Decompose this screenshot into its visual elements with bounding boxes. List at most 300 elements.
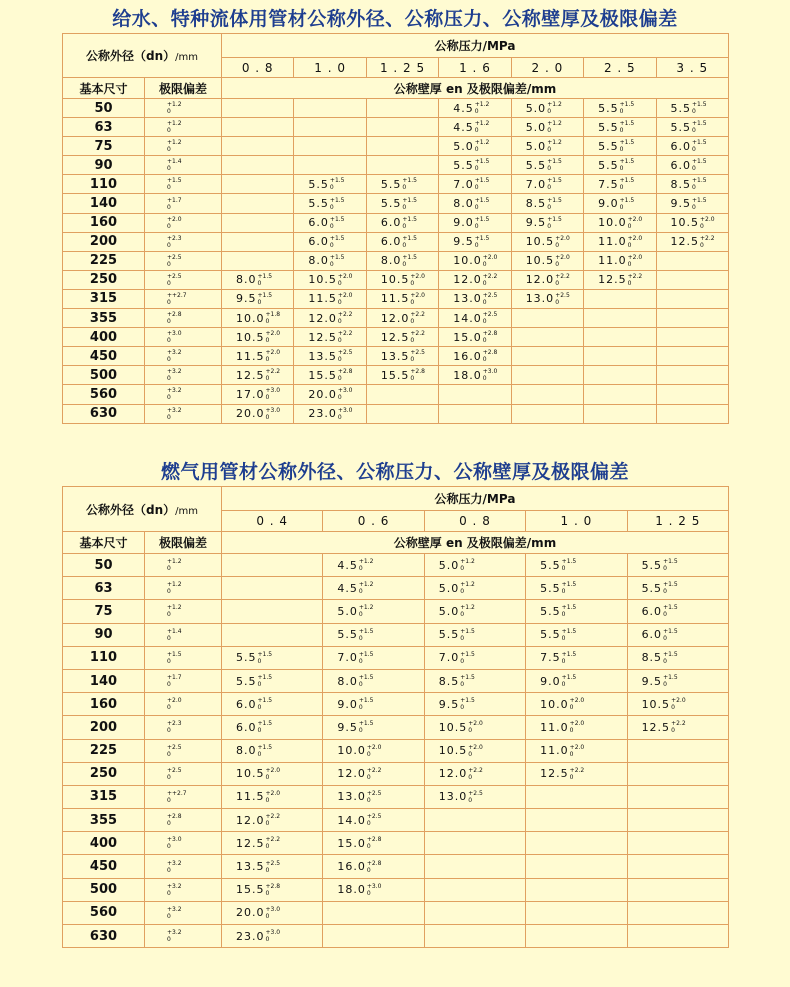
wall-thickness-deviation — [359, 628, 374, 642]
tolerance-upper: +1.2 — [167, 581, 182, 589]
wall-thickness-value: 5.5 — [540, 581, 561, 595]
wall-thickness-cell — [424, 739, 525, 762]
wall-thickness-cell — [366, 175, 438, 194]
wall-thickness-cell — [294, 232, 366, 251]
deviation-lower: 0 — [358, 727, 363, 735]
wall-thickness-cell — [222, 194, 294, 213]
wall-thickness-value: 8.5 — [641, 651, 663, 665]
deviation-lower: 0 — [561, 611, 566, 619]
deviation-upper: +2.0 — [482, 253, 498, 261]
wall-thickness-value: 15.5 — [236, 883, 265, 897]
wall-thickness-value: 8.5 — [670, 177, 692, 191]
wall-thickness-deviation — [547, 158, 562, 172]
wall-thickness-cell — [222, 577, 323, 600]
tolerance-upper: +2.3 — [167, 720, 182, 728]
deviation-upper: +1.5 — [474, 234, 490, 242]
wall-thickness-deviation — [410, 311, 425, 325]
wall-thickness-cell — [366, 213, 438, 232]
wall-thickness-cell — [323, 646, 424, 669]
table-row — [63, 925, 729, 948]
wall-thickness-cell — [526, 855, 627, 878]
deviation-lower: 0 — [257, 298, 262, 306]
deviation-upper: +1.5 — [474, 158, 490, 166]
wall-thickness-cell — [294, 99, 366, 118]
wall-thickness-cell — [511, 175, 583, 194]
deviation-lower: 0 — [265, 889, 270, 897]
deviation-lower: 0 — [619, 127, 624, 135]
deviation-lower: 0 — [671, 727, 675, 735]
deviation-upper: +2.0 — [569, 697, 585, 705]
pressure-value: 1 . 0 — [526, 511, 627, 532]
tolerance-header: 极限偏差 — [145, 78, 222, 99]
table2-title: 燃气用管材公称外径、公称压力、公称壁厚及极限偏差 — [160, 461, 629, 483]
deviation-lower: 0 — [402, 222, 407, 230]
wall-thickness-value: 5.5 — [641, 558, 663, 572]
wall-thickness-deviation — [570, 767, 585, 781]
basic-size: 75 — [63, 137, 145, 156]
tolerance-upper: +1.4 — [167, 627, 182, 635]
wall-thickness-deviation — [692, 139, 707, 153]
deviation-upper: +1.5 — [663, 674, 678, 682]
tolerance-upper: +2.5 — [167, 766, 182, 774]
basic-size: 110 — [63, 646, 145, 669]
wall-thickness-deviation — [628, 254, 643, 268]
deviation-lower: 0 — [366, 843, 371, 851]
wall-thickness-value: 18.0 — [337, 883, 366, 897]
wall-thickness-cell — [439, 366, 511, 385]
basic-size: 225 — [63, 251, 145, 270]
wall-thickness-cell — [424, 577, 525, 600]
wall-thickness-value: 12.0 — [453, 273, 482, 287]
wall-thickness-deviation — [338, 273, 353, 287]
deviation-lower: 0 — [700, 222, 704, 230]
wall-thickness-cell — [584, 118, 656, 137]
wall-thickness-value: 10.0 — [453, 254, 482, 268]
deviation-upper: +1.5 — [663, 650, 678, 658]
table-row — [63, 901, 729, 924]
wall-thickness-deviation — [663, 674, 678, 688]
wall-thickness-deviation — [475, 120, 490, 134]
tolerance-lower: 0 — [167, 727, 171, 735]
basic-size: 315 — [63, 289, 145, 308]
wall-thickness-value: 5.5 — [525, 158, 547, 172]
wall-thickness-value: 5.0 — [525, 120, 547, 134]
deviation-lower: 0 — [410, 375, 415, 383]
deviation-lower: 0 — [555, 298, 560, 306]
wall-thickness-cell — [222, 600, 323, 623]
wall-thickness-deviation — [671, 697, 686, 711]
wall-thickness-cell — [656, 232, 729, 251]
wall-thickness-value: 6.0 — [308, 235, 329, 249]
wall-thickness-value: 12.0 — [308, 311, 337, 325]
deviation-upper: +2.8 — [337, 368, 353, 376]
deviation-upper: +3.0 — [265, 406, 281, 414]
wall-thickness-value: 5.5 — [337, 628, 358, 642]
wall-thickness-cell — [511, 385, 583, 404]
wall-thickness-deviation — [671, 720, 686, 734]
table-row — [63, 669, 729, 692]
wall-thickness-cell — [526, 901, 627, 924]
basic-size: 355 — [63, 309, 145, 328]
basic-size: 250 — [63, 762, 145, 785]
tolerance-upper: +3.2 — [167, 368, 182, 376]
wall-thickness-deviation — [367, 767, 382, 781]
wall-thickness-deviation — [410, 368, 425, 382]
wall-thickness-cell — [222, 646, 323, 669]
deviation-lower: 0 — [460, 657, 465, 665]
wall-thickness-cell — [424, 693, 525, 716]
size-tolerance — [145, 270, 222, 289]
wall-thickness-deviation — [266, 860, 281, 874]
tolerance-upper: +3.2 — [167, 406, 182, 414]
wall-thickness-deviation — [402, 254, 417, 268]
deviation-upper: +1.5 — [561, 650, 577, 658]
deviation-upper: +1.5 — [692, 120, 707, 128]
deviation-lower: 0 — [474, 146, 479, 154]
wall-thickness-value: 9.0 — [540, 674, 561, 688]
wall-thickness-cell — [656, 156, 729, 175]
wall-thickness-deviation — [460, 558, 475, 572]
wall-thickness-cell — [424, 762, 525, 785]
deviation-upper: +2.8 — [366, 836, 382, 844]
deviation-upper: +2.0 — [265, 349, 281, 357]
deviation-upper: +3.0 — [337, 387, 353, 395]
wall-thickness-cell — [424, 809, 525, 832]
wall-thickness-cell — [366, 347, 438, 366]
wall-thickness-cell — [222, 623, 323, 646]
tolerance-upper: +2.0 — [167, 215, 182, 223]
deviation-upper: +1.8 — [265, 311, 281, 319]
deviation-lower: 0 — [257, 657, 262, 665]
tolerance-upper: +2.5 — [167, 743, 182, 751]
wall-thickness-deviation — [460, 604, 475, 618]
deviation-lower: 0 — [410, 356, 415, 364]
wall-thickness-value: 9.5 — [337, 720, 358, 734]
size-tolerance — [145, 785, 222, 808]
wall-thickness-deviation — [330, 254, 345, 268]
wall-thickness-deviation — [258, 651, 273, 665]
wall-thickness-deviation — [266, 387, 281, 401]
deviation-lower: 0 — [555, 260, 560, 268]
tolerance-lower: 0 — [167, 260, 171, 268]
wall-thickness-cell — [323, 809, 424, 832]
tolerance-upper: +2.5 — [167, 272, 182, 280]
tolerance-lower: 0 — [167, 681, 171, 689]
deviation-lower: 0 — [561, 681, 566, 689]
wall-thickness-value: 6.0 — [236, 720, 257, 734]
wall-thickness-value: 5.5 — [540, 604, 561, 618]
wall-thickness-deviation — [700, 216, 715, 230]
size-tolerance — [145, 600, 222, 623]
wall-thickness-deviation — [258, 744, 273, 758]
deviation-lower: 0 — [337, 337, 342, 345]
wall-thickness-deviation — [555, 273, 570, 287]
wall-thickness-cell — [511, 328, 583, 347]
deviation-upper: +1.5 — [692, 158, 707, 166]
deviation-upper: +2.0 — [265, 766, 281, 774]
deviation-upper: +1.5 — [329, 196, 345, 204]
tolerance-upper: +2.5 — [167, 253, 182, 261]
wall-thickness-deviation — [402, 235, 417, 249]
wall-thickness-cell — [627, 785, 728, 808]
table-row — [63, 600, 729, 623]
wall-thickness-cell — [627, 716, 728, 739]
table-row — [63, 347, 729, 366]
wall-thickness-deviation — [460, 581, 475, 595]
tolerance-upper: +1.5 — [167, 177, 182, 185]
wall-thickness-deviation — [330, 235, 345, 249]
wall-thickness-cell — [511, 309, 583, 328]
table-row — [63, 289, 729, 308]
wall-thickness-value: 6.0 — [670, 158, 692, 172]
deviation-upper: +1.5 — [358, 697, 374, 705]
wall-thickness-cell — [584, 404, 656, 423]
deviation-lower: 0 — [692, 127, 696, 135]
tolerance-lower: 0 — [167, 356, 171, 364]
deviation-lower: 0 — [671, 704, 675, 712]
wall-thickness-value: 7.0 — [438, 651, 460, 665]
wall-thickness-cell — [366, 309, 438, 328]
tolerance-lower: 0 — [167, 820, 171, 828]
wall-thickness-deviation — [266, 906, 281, 920]
deviation-upper: +1.2 — [547, 120, 562, 128]
deviation-lower: 0 — [257, 727, 262, 735]
wall-thickness-cell — [439, 232, 511, 251]
deviation-lower: 0 — [468, 727, 473, 735]
wall-thickness-cell — [294, 270, 366, 289]
wall-thickness-cell — [584, 175, 656, 194]
water-pipe-table — [62, 33, 729, 424]
wall-thickness-value: 10.5 — [308, 273, 337, 287]
table-row — [63, 385, 729, 404]
wall-thickness-cell — [294, 156, 366, 175]
wall-thickness-value: 5.5 — [308, 197, 329, 211]
tolerance-upper: +1.4 — [167, 158, 182, 166]
wall-thickness-cell — [222, 156, 294, 175]
wall-thickness-cell — [439, 270, 511, 289]
deviation-upper: +1.5 — [329, 234, 345, 242]
size-tolerance — [145, 99, 222, 118]
wall-thickness-deviation — [483, 368, 498, 382]
deviation-lower: 0 — [337, 413, 342, 421]
wall-thickness-cell — [222, 785, 323, 808]
wall-thickness-cell — [511, 270, 583, 289]
wall-thickness-cell — [439, 175, 511, 194]
wall-thickness-value: 5.5 — [380, 177, 402, 191]
wall-thickness-value: 5.0 — [438, 604, 460, 618]
tolerance-upper: +2.3 — [167, 234, 182, 242]
deviation-upper: +2.2 — [627, 272, 643, 280]
tolerance-upper: +2.8 — [167, 311, 182, 319]
wall-thickness-cell — [323, 925, 424, 948]
wall-thickness-value: 5.5 — [598, 120, 619, 134]
deviation-lower: 0 — [402, 260, 407, 268]
deviation-lower: 0 — [619, 146, 624, 154]
size-tolerance — [145, 366, 222, 385]
wall-thickness-deviation — [692, 101, 707, 115]
wall-thickness-deviation — [562, 581, 577, 595]
deviation-upper: +1.5 — [402, 215, 417, 223]
deviation-upper: +2.2 — [410, 311, 425, 319]
deviation-upper: +2.2 — [265, 836, 281, 844]
wall-thickness-cell — [656, 385, 729, 404]
wall-thickness-cell — [424, 716, 525, 739]
wall-thickness-value: 5.5 — [598, 139, 619, 153]
deviation-upper: +2.2 — [410, 330, 425, 338]
size-tolerance — [145, 855, 222, 878]
wall-thickness-value: 23.0 — [308, 407, 337, 421]
wall-thickness-cell — [526, 832, 627, 855]
wall-thickness-value: 15.0 — [337, 836, 366, 850]
basic-size: 160 — [63, 213, 145, 232]
table-row — [63, 156, 729, 175]
tolerance-upper: +1.2 — [167, 120, 182, 128]
deviation-upper: +2.5 — [410, 349, 425, 357]
wall-thickness-cell — [627, 855, 728, 878]
tolerance-upper: +1.2 — [167, 604, 182, 612]
deviation-upper: +2.0 — [265, 789, 281, 797]
basic-size: 630 — [63, 925, 145, 948]
wall-thickness-value: 9.0 — [453, 216, 474, 230]
tolerance-upper: ++2.7 — [167, 291, 187, 299]
deviation-upper: +1.2 — [474, 101, 490, 109]
size-tolerance — [145, 175, 222, 194]
deviation-upper: +1.5 — [358, 674, 374, 682]
table-row — [63, 137, 729, 156]
table-row — [63, 118, 729, 137]
wall-thickness-value: 10.5 — [670, 216, 700, 230]
deviation-lower: 0 — [561, 588, 566, 596]
deviation-upper: +2.0 — [569, 743, 585, 751]
wall-thickness-value: 13.0 — [438, 790, 468, 804]
wall-thickness-cell — [584, 232, 656, 251]
table-row — [63, 623, 729, 646]
wall-thickness-cell — [222, 716, 323, 739]
deviation-lower: 0 — [329, 184, 334, 192]
wall-thickness-deviation — [258, 292, 273, 306]
wall-thickness-deviation — [460, 674, 475, 688]
deviation-lower: 0 — [337, 279, 342, 287]
wall-thickness-cell — [439, 213, 511, 232]
wall-thickness-cell — [627, 600, 728, 623]
deviation-upper: +1.2 — [474, 120, 490, 128]
wall-thickness-value: 13.5 — [308, 349, 337, 363]
deviation-lower: 0 — [474, 241, 479, 249]
deviation-upper: +1.5 — [692, 177, 707, 185]
wall-thickness-cell — [511, 404, 583, 423]
basic-size: 140 — [63, 194, 145, 213]
wall-thickness-deviation — [468, 744, 483, 758]
deviation-lower: 0 — [265, 337, 270, 345]
deviation-lower: 0 — [265, 413, 270, 421]
wall-thickness-cell — [526, 925, 627, 948]
deviation-lower: 0 — [366, 796, 371, 804]
pressure-value: 1 . 2 5 — [627, 511, 728, 532]
wall-thickness-cell — [294, 137, 366, 156]
deviation-upper: +2.0 — [366, 743, 382, 751]
wall-thickness-deviation — [562, 674, 577, 688]
size-tolerance — [145, 232, 222, 251]
wall-thickness-cell — [323, 554, 424, 577]
deviation-lower: 0 — [460, 565, 465, 573]
wall-thickness-deviation — [338, 407, 353, 421]
wall-thickness-cell — [439, 118, 511, 137]
wall-thickness-cell — [323, 878, 424, 901]
wall-thickness-deviation — [483, 273, 498, 287]
wall-thickness-deviation — [620, 120, 635, 134]
wall-thickness-cell — [526, 623, 627, 646]
deviation-upper: +1.2 — [547, 101, 562, 109]
wall-thickness-value: 9.5 — [525, 216, 547, 230]
wall-thickness-deviation — [663, 604, 678, 618]
wall-thickness-deviation — [483, 311, 498, 325]
tolerance-lower: 0 — [167, 337, 171, 345]
wall-thickness-cell — [511, 156, 583, 175]
wall-thickness-cell — [222, 855, 323, 878]
table-row — [63, 213, 729, 232]
deviation-upper: +2.2 — [366, 766, 382, 774]
wall-thickness-value: 12.0 — [337, 767, 366, 781]
deviation-upper: +2.2 — [671, 720, 686, 728]
deviation-upper: +2.5 — [482, 291, 498, 299]
deviation-upper: +2.2 — [468, 766, 483, 774]
wall-thickness-deviation — [663, 581, 678, 595]
deviation-lower: 0 — [663, 634, 667, 642]
deviation-lower: 0 — [547, 108, 552, 116]
wall-thickness-cell — [627, 554, 728, 577]
wall-thickness-value: 8.0 — [453, 197, 474, 211]
wall-thickness-value: 8.0 — [380, 254, 402, 268]
wall-thickness-cell — [222, 832, 323, 855]
deviation-upper: +3.0 — [265, 929, 281, 937]
deviation-upper: +2.0 — [555, 253, 570, 261]
wall-thickness-value: 10.5 — [438, 744, 468, 758]
deviation-lower: 0 — [257, 704, 262, 712]
wall-thickness-deviation — [460, 628, 475, 642]
wall-thickness-value: 7.0 — [453, 177, 474, 191]
wall-thickness-value: 9.5 — [453, 235, 474, 249]
wall-thickness-cell — [222, 404, 294, 423]
deviation-upper: +1.5 — [561, 604, 577, 612]
basic-size: 560 — [63, 385, 145, 404]
deviation-upper: +2.8 — [366, 859, 382, 867]
wall-thickness-value: 6.0 — [641, 628, 663, 642]
wall-thickness-cell — [323, 600, 424, 623]
deviation-lower: 0 — [358, 681, 363, 689]
wall-thickness-cell — [222, 669, 323, 692]
wall-thickness-value: 7.5 — [598, 177, 619, 191]
basic-size: 500 — [63, 366, 145, 385]
wall-thickness-deviation — [338, 387, 353, 401]
pressure-value: 2 . 5 — [584, 58, 656, 78]
deviation-upper: +1.5 — [460, 627, 475, 635]
tolerance-lower: 0 — [167, 611, 171, 619]
wall-thickness-cell — [627, 646, 728, 669]
wall-thickness-cell — [294, 309, 366, 328]
wall-thickness-cell — [323, 716, 424, 739]
tolerance-upper: +3.2 — [167, 349, 182, 357]
wall-thickness-cell — [584, 99, 656, 118]
wall-thickness-cell — [366, 328, 438, 347]
wall-thickness-cell — [366, 270, 438, 289]
wall-thickness-deviation — [266, 767, 281, 781]
table-row — [63, 175, 729, 194]
deviation-lower: 0 — [402, 241, 407, 249]
pressure-header: 公称压力/MPa — [222, 487, 729, 511]
deviation-lower: 0 — [265, 820, 270, 828]
deviation-upper: +2.0 — [569, 720, 585, 728]
deviation-upper: +1.5 — [663, 558, 678, 566]
